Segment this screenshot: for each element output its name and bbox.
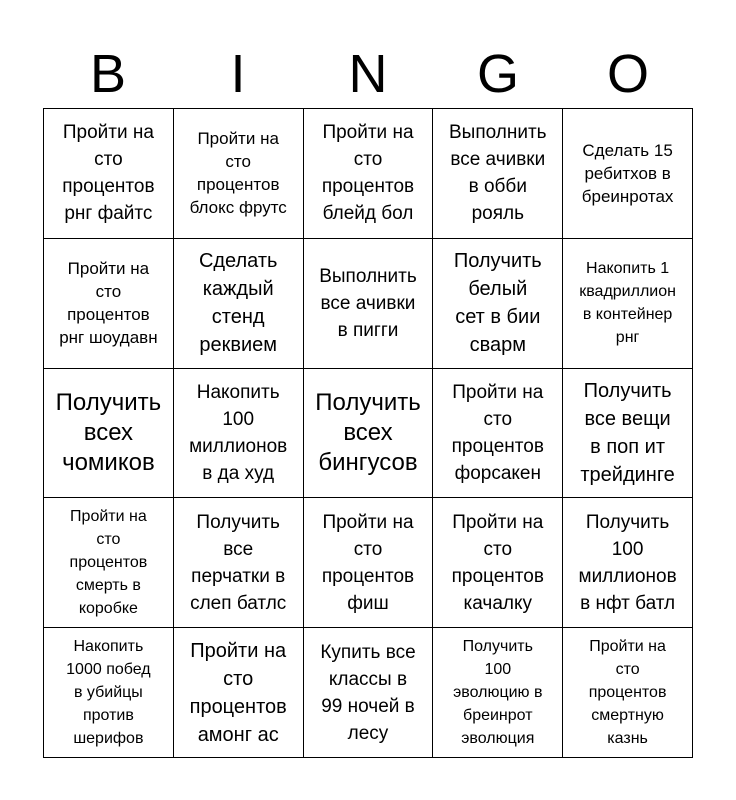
bingo-cell-text: Накопить 1 квадриллион в контейнер рнг: [579, 260, 676, 347]
bingo-cell-text: Получить 100 эволюцию в бреинрот эволюция: [453, 638, 543, 748]
bingo-cell-text: Пройти на сто процентов фиш: [321, 511, 415, 614]
bingo-cell-text: Получить всех бингусов: [315, 388, 421, 476]
header-letter-n: N: [348, 44, 388, 104]
bingo-cell[interactable]: [174, 628, 304, 758]
bingo-cell[interactable]: [174, 239, 304, 369]
bingo-cell[interactable]: [174, 369, 304, 499]
bingo-cell-text: Пройти на сто процентов рнг файтс: [62, 122, 155, 225]
header-letter-b: B: [89, 44, 127, 104]
bingo-cell-text: Накопить 1000 побед в убийцы против шерифов: [66, 638, 151, 748]
bingo-cell-text: Получить всех чомиков: [55, 388, 162, 476]
bingo-cell-text: Пройти на сто процентов смерть в коробке: [69, 508, 148, 618]
bingo-cell-text: Накопить 100 миллионов в да худ: [189, 381, 288, 484]
bingo-cell[interactable]: [563, 498, 693, 628]
bingo-cell-text: Пройти на сто процентов блокс фрутс: [189, 129, 287, 218]
bingo-cell-text: Выполнить все ачивки в обби рояль: [449, 122, 547, 225]
bingo-cell[interactable]: [563, 109, 693, 239]
bingo-cell-text: Сделать 15 ребитхов в бреинротах: [581, 140, 674, 206]
bingo-cell-text: Получить все вещи в поп ит трейдинге: [580, 379, 675, 486]
bingo-cell[interactable]: [44, 239, 174, 369]
bingo-cell-text: Пройти на сто процентов блейд бол: [321, 122, 415, 225]
bingo-cell[interactable]: [304, 109, 434, 239]
bingo-cell-text: Получить белый сет в бии сварм: [453, 250, 542, 357]
bingo-cell[interactable]: [174, 498, 304, 628]
bingo-cell-text: Выполнить все ачивки в пигги: [319, 265, 417, 341]
bingo-cell[interactable]: [304, 498, 434, 628]
bingo-header: [43, 40, 693, 108]
bingo-cell[interactable]: [174, 109, 304, 239]
bingo-cell[interactable]: [563, 628, 693, 758]
header-letter-i: I: [230, 44, 246, 104]
bingo-cell[interactable]: [44, 109, 174, 239]
bingo-cell[interactable]: [433, 369, 563, 499]
bingo-cell[interactable]: [44, 628, 174, 758]
bingo-cell-text: Пройти на сто процентов форсакен: [451, 381, 544, 484]
bingo-cell-text: Пройти на сто процентов качалку: [451, 511, 544, 614]
header-letter-o: O: [606, 44, 649, 104]
bingo-cell-text: Пройти на сто процентов рнг шоудавн: [59, 259, 158, 348]
bingo-cell-text: Пройти на сто процентов смертную казнь: [588, 638, 667, 748]
bingo-cell[interactable]: [304, 628, 434, 758]
bingo-cell[interactable]: [433, 239, 563, 369]
bingo-cell-text: Сделать каждый стенд реквием: [198, 250, 278, 357]
bingo-cell-text: Получить 100 миллионов в нфт батл: [578, 511, 677, 614]
bingo-cell[interactable]: [433, 109, 563, 239]
bingo-cell[interactable]: [563, 369, 693, 499]
bingo-cell[interactable]: [433, 628, 563, 758]
bingo-cell[interactable]: [563, 239, 693, 369]
header-letter-g: G: [476, 44, 519, 104]
bingo-board: [43, 108, 693, 758]
bingo-cell[interactable]: [433, 498, 563, 628]
bingo-cell[interactable]: [44, 498, 174, 628]
bingo-cell[interactable]: [44, 369, 174, 499]
bingo-cell-text: Пройти на сто процентов амонг ас: [189, 639, 287, 746]
bingo-cell[interactable]: [304, 369, 434, 499]
bingo-cell-text: Купить все классы в 99 ночей в лесу: [320, 641, 416, 744]
bingo-cell-text: Получить все перчатки в слеп батлс: [190, 511, 287, 614]
bingo-cell[interactable]: [304, 239, 434, 369]
